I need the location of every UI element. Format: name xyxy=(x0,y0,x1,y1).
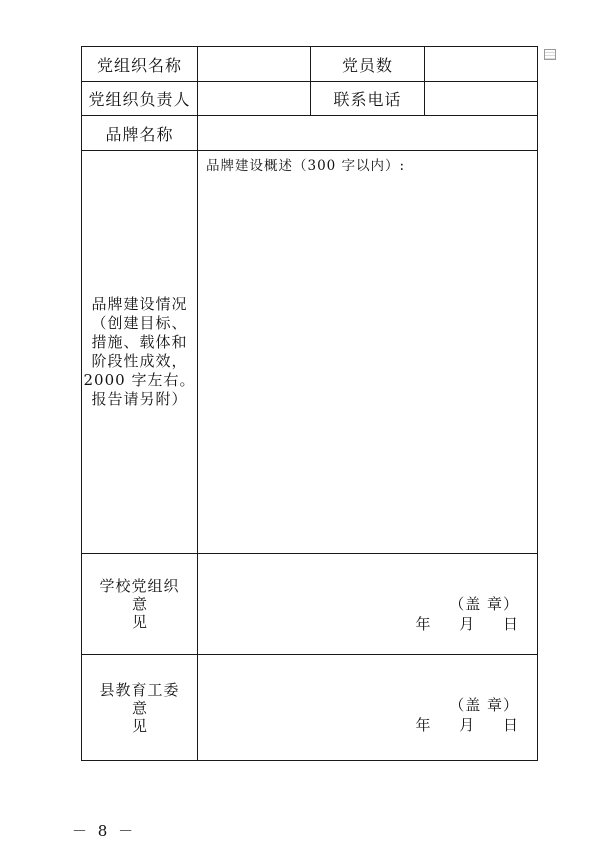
brand-name-label: 品牌名称 xyxy=(82,116,198,151)
member-count-label: 党员数 xyxy=(311,47,425,82)
county-opinion-label xyxy=(82,655,198,761)
school-opinion-field[interactable] xyxy=(198,554,538,655)
school-date-text: 年 月 日 xyxy=(415,615,519,633)
county-seal-text: （盖 章） xyxy=(449,696,519,714)
county-opinion-title: 县教育工委 xyxy=(99,680,180,699)
county-opinion-field[interactable] xyxy=(198,655,538,761)
row-leader xyxy=(82,82,538,116)
row-org-name xyxy=(82,47,538,82)
leader-field[interactable] xyxy=(198,82,311,116)
application-form-table xyxy=(81,46,538,761)
row-brand-name xyxy=(82,116,538,151)
leader-label: 党组织负责人 xyxy=(82,82,198,116)
brand-overview-field[interactable] xyxy=(198,151,538,554)
county-date-text: 年 月 日 xyxy=(415,716,519,734)
row-county-opinion xyxy=(82,655,538,761)
org-name-label: 党组织名称 xyxy=(82,47,198,82)
brand-overview-prompt: 品牌建设概述（300 字以内）: xyxy=(206,158,406,174)
brand-status-label xyxy=(82,151,198,554)
school-opinion-word: 意见 xyxy=(131,595,185,631)
brand-status-label-line: 阶段性成效， xyxy=(91,352,188,370)
phone-field[interactable] xyxy=(425,82,538,116)
page-number: － 8 － xyxy=(72,822,137,840)
row-school-opinion xyxy=(82,554,538,655)
school-opinion-label xyxy=(82,554,198,655)
county-opinion-word: 意见 xyxy=(131,698,185,735)
row-brand-status xyxy=(82,151,538,554)
school-opinion-title: 学校党组织 xyxy=(99,577,180,595)
phone-label: 联系电话 xyxy=(311,82,425,116)
brand-status-label-line: 报告请另附） xyxy=(91,390,188,408)
school-seal-text: （盖 章） xyxy=(449,595,519,613)
org-name-field[interactable] xyxy=(198,47,311,82)
brand-status-label-line: 措施、载体和 xyxy=(91,333,188,351)
brand-status-label-line: 品牌建设情况 xyxy=(91,295,188,313)
brand-status-label-line: 2000 字左右。 xyxy=(83,371,196,389)
brand-status-label-line: （创建目标、 xyxy=(91,314,188,332)
member-count-field[interactable] xyxy=(425,47,538,82)
county-seal-block xyxy=(415,695,519,735)
brand-name-field[interactable] xyxy=(198,116,538,151)
document-mark-icon xyxy=(544,49,556,60)
school-seal-block xyxy=(415,594,519,634)
